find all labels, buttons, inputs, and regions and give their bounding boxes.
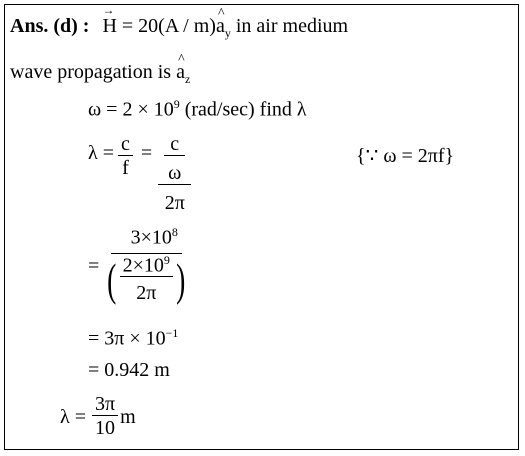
final-answer [60,393,136,441]
step-substitution [88,226,191,306]
c-numerator: c [118,133,133,156]
step3-text: = 3π × 10 [88,327,166,350]
step2-equals: = [88,255,100,278]
omega-exponent: 9 [173,97,180,111]
inner-fraction [120,254,173,307]
inner-exponent: 9 [163,252,170,267]
propagation-line [10,62,190,85]
step-decimal: = 0.942 m [88,359,170,381]
lambda-lhs: λ = [88,142,114,164]
numerator-base: 3×10 [130,226,172,249]
step-simplified [88,327,178,349]
propagation-subscript-z: z [184,72,191,86]
c-over-f [118,133,133,181]
left-paren: ( [107,253,117,305]
final-lhs: λ = [60,406,86,428]
omega-lhs: ω = 2 × 10 [88,98,174,121]
unit-vector-subscript-y: y [224,26,231,40]
lambda-definition [88,133,191,216]
big-numerator [111,226,182,254]
big-fraction [101,226,191,306]
final-numerator: 3π [92,393,118,416]
omega-symbol: ω [158,162,191,185]
omega-rhs: (rad/sec) find λ [179,98,307,121]
propagation-text: wave propagation is [10,61,177,83]
answer-header [10,16,348,39]
right-paren: ) [175,253,186,305]
final-fraction [92,393,118,441]
big-denominator [101,254,191,307]
final-denominator: 10 [95,417,116,439]
omega-relation-note: {∵ ω = 2πf} [356,145,455,167]
propagation-vector-a: ^ a [176,62,185,82]
inner-base: 2×10 [122,254,164,277]
answer-label: Ans. (d) : [10,15,90,37]
two-pi: 2π [164,192,185,214]
inner-denominator: 2π [136,282,157,305]
c-over-omega-over-2pi [158,133,191,216]
c-numerator-2: c [164,133,185,156]
equals-sign: = [140,142,153,164]
final-unit: m [120,406,136,428]
inner-numerator [120,254,173,278]
omega-line [88,98,307,120]
field-equation: = 20(A / m) [116,15,216,37]
omega-over-2pi [158,162,191,216]
f-denominator: f [122,157,129,179]
medium-text: in air medium [230,15,349,37]
unit-vector-a: ^ a [216,16,225,36]
field-H: → H [102,16,116,36]
step3-exponent: −1 [165,326,179,340]
top-gap [4,0,519,4]
numerator-exponent: 8 [171,225,178,239]
